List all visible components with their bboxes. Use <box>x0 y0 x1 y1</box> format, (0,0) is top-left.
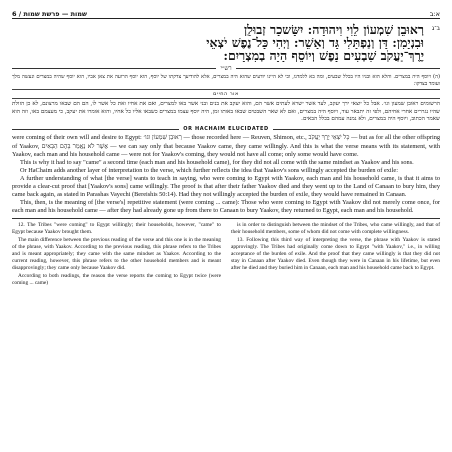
footnotes-left-column <box>12 222 221 287</box>
elucidated-divider <box>12 126 440 132</box>
verse-block <box>12 23 440 63</box>
header-book-title: שמות — פרשת שמות <box>23 10 87 18</box>
footnote-paragraph: is in order to distinguish between the mindset of the Tribes, who came willingly, and that of their household members, some of whom did not come with complete willingness. <box>231 222 440 236</box>
english-elucidation <box>12 134 440 215</box>
divider-line <box>273 129 440 130</box>
verse-line: רְאוּבֵן שִׁמְעוֹן לֵוִי וִיהוּדָה: יִשָּׂשכָר זְבוּלֻן <box>243 23 424 36</box>
footnote-paragraph: The main difference between the previous reading of the verse and this one is in the meaning of the phrase, with Yaakov. According to the previous reading, this phrase refers to the Tribes and is meant appropriately; they came with the same mindset as Yaakov. According to the current reading, however, this phrase refers to the other household members and is meant disapprovingly; they came only because Yaakov did. <box>12 237 221 271</box>
header-left: 6 / שמות — פרשת שמות <box>12 10 87 18</box>
english-paragraph: Or HaChaim adds another layer of interpretation to the verse, which further reflects the idea that Yaakov's sons willingly accepted the burden of exile: <box>20 166 398 174</box>
verse-line: יֶרֶךְ־יַעֲקֹב שִׁבְעִים נָפֶשׁ וְיוֹסֵף הָיָה בְמִצְרָיִם: <box>223 49 424 62</box>
footnote-paragraph: According to both readings, the reason the verse reports the coming to Egypt twice (were coming ... came) <box>12 272 221 286</box>
footnote-paragraph: 12. The Tribes "were coming" to Egypt willingly; their households, however, "came" to Egypt because Yaakov brought them. <box>12 222 221 236</box>
rashi-separator <box>12 65 440 72</box>
english-paragraph: This, then, is the meaning of [the verse's] repetitive statement (were coming ... came): Those who were coming to Egypt with Yaakov did not merely come once, for each man and his household came — after they had already gone up from there to Canaan to bury Yaakov, they returned to Egypt, each man and his household. <box>12 199 440 215</box>
separator-line <box>236 68 440 69</box>
ohr-hachaim-text: הרשומים ראובן שמעון וגו׳. אבל כל יוצאי ירך יעקב, לעד אשר ישרא לעתים אשר הם, והוא יעקב את בנים ובני אשר באו למצרים, ואם את אחיו ואת כל אשר לו, הם הם שבאו מרצונם, לא כן הזולת שהיו נגררים אחרי אחיהם, ולפי זה יתבאר עוד, ויוסף היה במצרים, ואם לא שאר השבטים שבאו באותו זמן, היה יוסף עצמו במצרים כשבאו אליו כל אחיו, והוא אומרו את יעקב, כי מעצמם באו, וזה הוא שאמר הכתוב, ויוסף היה במצרים, ולא נמנה עמהם בכלל הבאים. <box>12 101 440 122</box>
rashi-commentary: (ה) ויוסף היה במצרים. והלא הוא ובניו היו בכלל שבעים, ומה בא ללמדנו, וכי לא היינו יודעים שהוא היה במצרים, אלא להודיעך צדקתו של יוסף, הוא יוסף הרועה את צאן אביו, הוא יוסף שהיה במצרים ונעשה מלך ועומד בצדקו: <box>12 74 440 87</box>
footnotes-right-column <box>231 222 440 287</box>
header-verse-ref: א:ב <box>429 10 440 18</box>
separator-label: רש״י <box>220 65 232 72</box>
english-paragraph: were coming of their own will and desire to Egypt: רְאוּבֵן שִׁמְעוֹן וגו׳ — those recorded here — Reuven, Shimon, etc., כָּל יֹצְאֵי יֶרֶךְ יַעֲקֹב — but as for all the other offspring of Yaakov, אֲשֶׁר לֹא נֶאֱמַר בָּהֶם הַבָּאִים — we can say only that because Yaakov came, they came willingly. And this is what the verse means with its statement, with Yaakov, each man and his household came — were not for Yaakov's coming, they would not have all come; only some would have come. <box>12 134 441 158</box>
footnotes <box>12 218 440 287</box>
separator-line <box>12 68 216 69</box>
verse-number: ב־ג <box>431 25 440 32</box>
page-number: 6 <box>12 10 17 18</box>
elucidated-label: OR HACHAIM ELUCIDATED <box>183 126 269 133</box>
header-rule <box>12 18 440 19</box>
english-paragraph: This is why it had to say "came" a second time (each man and his household came), for they did not all come with the same mindset as Yaakov and his sons. <box>20 158 414 166</box>
english-paragraph: A further understanding of what [the verse] wants to teach in saying, who were coming to Egypt with Yaakov, each man and his household came, is that it aims to provide a clear-cut proof that [Yaakov's sons] came willingly. The proof is that after their father Yaakov died and they went up to the Land of Canaan to bury him, they came back again, as stated in Parashas Vayechi (Bereishis 50:14). Had they not willingly accepted the burden of exile, they would have remained in Canaan. <box>12 174 440 199</box>
verse-line: וּבִנְיָמִן: דָּן וְנַפְתָּלִי גָּד וְאָשֵׁר: וַיְהִי כָּל־נֶפֶשׁ יֹצְאֵי <box>206 36 424 49</box>
running-header <box>12 4 440 18</box>
divider-line <box>12 129 179 130</box>
commentary-title: אור החיים <box>12 89 440 99</box>
verse-lines <box>12 23 424 62</box>
footnote-paragraph: 13. Following this third way of interpreting the verse, the phrase with Yaakov is stated approvingly. The Tribes had originally come down to Egypt "with Yaakov," i.e., in willing acceptance of the burden of exile. And the proof that they came willingly is that they did not stay in Canaan after Yaakov died. Even though they were in Canaan in his lifetime, but even after he died and they buried him in Canaan, each man and his household came back to Egypt. <box>231 237 440 271</box>
